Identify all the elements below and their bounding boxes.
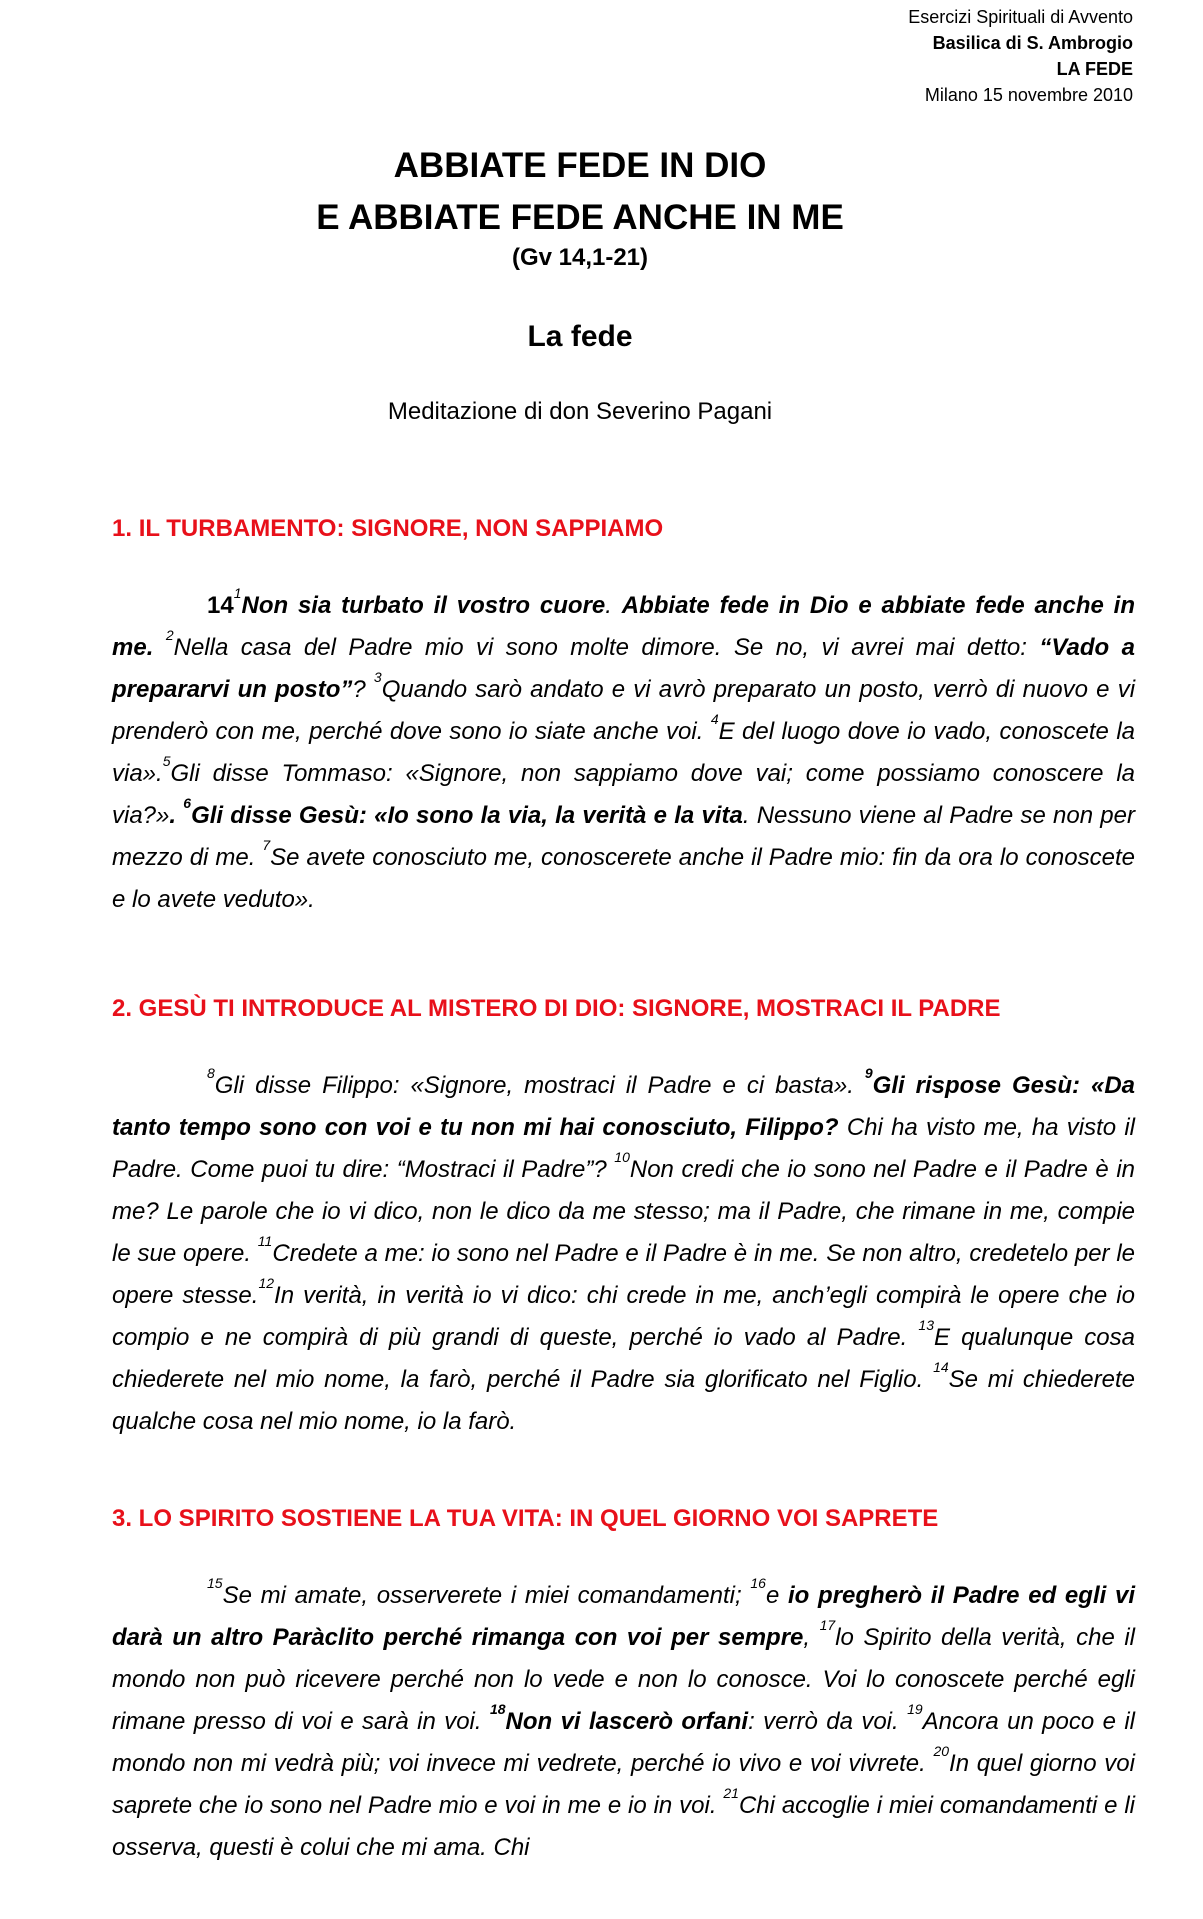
verse-number: 5	[162, 753, 171, 769]
bold-text: io pregherò il Padre ed egli vi darà un altro Paràclito perché rimanga con voi per sempre	[112, 1582, 1135, 1651]
paragraph-1	[112, 585, 1135, 921]
text: E qualunque cosa chiederete nel mio nome, la farò, perché il Padre sia glorificato nel Figlio.	[112, 1324, 1135, 1393]
text: Chi accoglie i miei comandamenti e li osserva, questi è colui che mi ama. Chi	[112, 1792, 1135, 1861]
verse-number: 9	[864, 1065, 873, 1081]
verse-number: 12	[258, 1275, 275, 1291]
subtitle: La fede	[527, 320, 633, 353]
text: ?	[352, 676, 374, 703]
header-place: Basilica di S. Ambrogio	[932, 33, 1133, 53]
paragraph-3	[112, 1575, 1135, 1869]
text: Se mi chiederete qualche cosa nel mio nome, io la farò.	[112, 1366, 1136, 1435]
verse-number: 7	[262, 837, 271, 853]
verse-number: 15	[207, 1575, 223, 1591]
text: Nella casa del Padre mio vi sono molte dimore. Se no, vi avrei mai detto:	[173, 634, 1040, 661]
document-header	[908, 4, 1133, 108]
section-heading-2: 2. GESÙ TI INTRODUCE AL MISTERO DI DIO: SIGNORE, MOSTRACI IL PADRE	[112, 995, 1001, 1022]
verse-number: 2	[165, 627, 174, 643]
text: lo Spirito della verità, che il mondo non può ricevere perché non lo vede e non lo conosce. Voi lo conoscete perché egli rimane presso di voi e sarà in voi.	[112, 1624, 1136, 1735]
text: Chi ha visto me, ha visto il Padre. Come puoi tu dire: “Mostraci il Padre”?	[112, 1114, 1136, 1183]
text: Credete a me: io sono nel Padre e il Padre è in me. Se non altro, credetelo per le opere stesse.	[112, 1240, 1135, 1309]
header-event: Esercizi Spirituali di Avvento	[908, 7, 1133, 27]
text: Gli disse Tommaso: «Signore, non sappiamo dove vai; come possiamo conoscere la via?»	[112, 760, 1135, 829]
scripture-reference: (Gv 14,1-21)	[511, 244, 649, 271]
verse-number: 18	[489, 1701, 506, 1717]
text: E del luogo dove io vado, conoscete la via».	[112, 718, 1135, 787]
section-title: . IL TURBAMENTO: SIGNORE, NON SAPPIAMO	[125, 515, 664, 542]
verse-number: 6	[183, 795, 192, 811]
text: . Nessuno viene al Padre se non per mezzo di me.	[112, 802, 1135, 871]
verse-number: 19	[907, 1701, 923, 1717]
text: .	[605, 592, 622, 619]
text: In verità, in verità io vi dico: chi crede in me, anch’egli compirà le opere che io compio e ne compirà di più grandi di queste, perché io vado al Padre.	[112, 1282, 1135, 1351]
text: : verrò da voi.	[748, 1708, 908, 1735]
verse-number: 17	[819, 1617, 836, 1633]
text: ,	[803, 1624, 820, 1651]
verse-number: 10	[614, 1149, 630, 1165]
verse-number: 11	[257, 1233, 273, 1249]
text: e	[765, 1582, 789, 1609]
verse-number: 16	[750, 1575, 766, 1591]
main-title-line2: E ABBIATE FEDE ANCHE IN ME	[316, 198, 844, 237]
section-heading-3: 3. LO SPIRITO SOSTIENE LA TUA VITA: IN QUEL GIORNO VOI SAPRETE	[112, 1505, 939, 1532]
section-number: 1	[112, 515, 126, 542]
verse-number: 3	[373, 669, 382, 685]
text: Non credi che io sono nel Padre e il Padre è in me? Le parole che io vi dico, non le dico da me stesso; ma il Padre, che rimane in me, compie le sue opere.	[112, 1156, 1136, 1267]
author-line: Meditazione di don Severino Pagani	[387, 398, 773, 425]
section-heading-1	[112, 515, 663, 543]
text: Se avete conosciuto me, conoscerete anche il Padre mio: fin da ora lo conoscete e lo avete veduto».	[112, 844, 1135, 913]
verse-number: 1	[233, 585, 242, 601]
bold-text: Abbiate fede in Dio e abbiate fede anche in me.	[112, 592, 1135, 661]
main-title-line1: ABBIATE FEDE IN DIO	[393, 146, 767, 185]
bold-text: Non vi lascerò orfani	[505, 1708, 749, 1735]
bold-text: “Vado a prepararvi un posto”	[112, 634, 1135, 703]
verse-number: 13	[918, 1317, 934, 1333]
verse-number: 20	[933, 1743, 950, 1759]
bold-text: Gli disse Gesù: «Io sono la via, la verità e la vita	[191, 802, 743, 829]
verse-number: 14	[933, 1359, 949, 1375]
bold-text: Gli rispose Gesù: «Da tanto tempo sono con voi e tu non mi hai conosciuto, Filippo?	[112, 1072, 1136, 1141]
header-topic: LA FEDE	[1056, 59, 1133, 79]
verse-number: 21	[723, 1785, 739, 1801]
text: Se mi amate, osserverete i miei comandamenti;	[222, 1582, 751, 1609]
header-date: Milano 15 novembre 2010	[924, 85, 1133, 105]
text: Gli disse Filippo: «Signore, mostraci il Padre e ci basta».	[214, 1072, 865, 1099]
text: Quando sarò andato e vi avrò preparato un posto, verrò di nuovo e vi prenderò con me, perché dove sono io siate anche voi.	[112, 676, 1136, 745]
chapter-number: 14	[207, 592, 234, 619]
bold-text: Non sia turbato il vostro cuore	[241, 592, 606, 619]
paragraph-2	[112, 1065, 1135, 1443]
verse-number: 4	[710, 711, 719, 727]
text: In quel giorno voi saprete che io sono nel Padre mio e voi in me e io in voi.	[112, 1750, 1135, 1819]
main-title	[0, 140, 1160, 244]
verse-number: 8	[207, 1065, 215, 1081]
bold-text: .	[169, 802, 184, 829]
text: Ancora un poco e il mondo non mi vedrà più; voi invece mi vedrete, perché io vivo e voi vivrete.	[112, 1708, 1136, 1777]
